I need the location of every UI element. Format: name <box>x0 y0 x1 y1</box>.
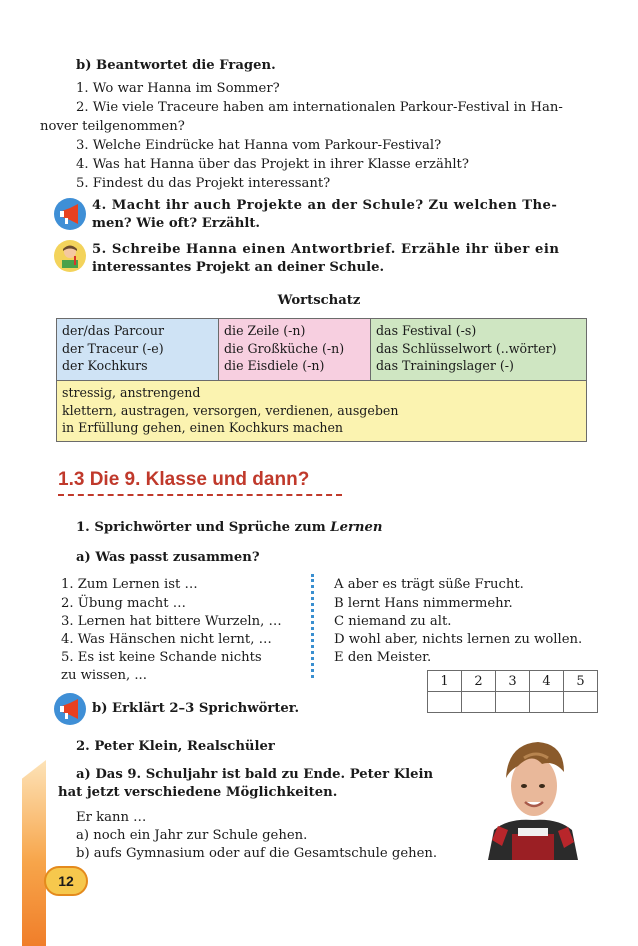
answer-header: 5 <box>564 671 598 692</box>
megaphone-icon <box>54 198 86 230</box>
task5-line2: interessantes Projekt an deiner Schule. <box>92 260 385 275</box>
vocab-item: das Schlüsselwort (..wörter) <box>376 340 557 356</box>
proverb-start-3: 3. Lernen hat bittere Wurzeln, … <box>61 614 282 629</box>
proverb-start-1: 1. Zum Lernen ist … <box>61 577 198 592</box>
vocab-item: das Festival (-s) <box>376 323 477 338</box>
vocab-col-feminine <box>218 318 371 381</box>
question-1: 1. Wo war Hanna im Sommer? <box>76 81 280 96</box>
writing-child-icon <box>54 240 86 272</box>
proverb-start-5: 5. Es ist keine Schande nichts <box>61 650 262 665</box>
vocab-other-words <box>56 380 587 442</box>
question-4: 4. Was hat Hanna über das Projekt in ihrer Klasse erzählt? <box>76 157 469 172</box>
answer-cell[interactable] <box>496 692 530 713</box>
part-b-heading: b) Beantwortet die Fragen. <box>76 58 276 73</box>
vocab-item: klettern, austragen, versorgen, verdienen, ausgeben <box>62 402 399 418</box>
task2-heading: 2. Peter Klein, Realschüler <box>76 739 275 754</box>
question-3: 3. Welche Eindrücke hat Hanna vom Parkour-Festival? <box>76 138 442 153</box>
task2-option-b: b) aufs Gymnasium oder auf die Gesamtschule gehen. <box>76 846 438 861</box>
answer-cell[interactable] <box>428 692 462 713</box>
proverb-start-2: 2. Übung macht … <box>61 596 186 611</box>
question-2: 2. Wie viele Traceure haben am internationalen Parkour-Festival in Han- <box>76 100 563 115</box>
wortschatz-title: Wortschatz <box>277 293 361 308</box>
answer-header: 2 <box>462 671 496 692</box>
megaphone-icon <box>54 693 86 725</box>
proverb-end-c: C niemand zu alt. <box>334 614 452 629</box>
task1-sub-a: a) Was passt zusammen? <box>76 550 260 565</box>
proverb-start-5-continued: zu wissen, ... <box>61 668 147 683</box>
task1-heading <box>76 518 382 537</box>
vocab-item: die Zeile (-n) <box>224 323 306 338</box>
proverb-end-b: B lernt Hans nimmermehr. <box>334 596 513 611</box>
task4-line2: men? Wie oft? Erzählt. <box>92 216 261 231</box>
page-edge-decoration <box>22 760 46 946</box>
proverb-end-e: E den Meister. <box>334 650 432 665</box>
vocab-item: in Erfüllung gehen, einen Kochkurs machen <box>62 420 344 436</box>
section-title: 1.3 Die 9. Klasse und dann? <box>58 469 310 490</box>
task1-heading-italic: Lernen <box>330 520 383 535</box>
vocab-item: der/das Parcour <box>62 323 165 338</box>
task2-option-a: a) noch ein Jahr zur Schule gehen. <box>76 828 308 843</box>
page-number: 12 <box>44 866 88 896</box>
task2-sub-a-line2: hat jetzt verschiedene Möglichkeiten. <box>58 785 338 800</box>
task2-sub-a-line1: a) Das 9. Schuljahr ist bald zu Ende. Peter Klein <box>76 767 434 782</box>
question-5: 5. Findest du das Projekt interessant? <box>76 176 331 191</box>
answer-cell[interactable] <box>564 692 598 713</box>
answer-cell[interactable] <box>530 692 564 713</box>
student-photo <box>478 730 588 860</box>
answer-header: 4 <box>530 671 564 692</box>
proverb-start-4: 4. Was Hänschen nicht lernt, … <box>61 632 272 647</box>
vocab-item: das Trainingslager (-) <box>376 358 514 374</box>
answer-grid <box>427 670 598 713</box>
task2-line: Er kann … <box>76 810 147 825</box>
answer-header: 1 <box>428 671 462 692</box>
task5-line1: 5. Schreibe Hanna einen Antwortbrief. Erzähle ihr über ein <box>92 242 560 257</box>
section-divider <box>58 494 342 496</box>
vocab-col-masculine <box>56 318 219 381</box>
question-2-continued: nover teilgenommen? <box>40 119 185 134</box>
vocab-item: die Eisdiele (-n) <box>224 358 325 374</box>
answer-header: 3 <box>496 671 530 692</box>
vocab-item: der Kochkurs <box>62 358 148 374</box>
proverb-end-d: D wohl aber, nichts lernen zu wollen. <box>334 632 583 647</box>
answer-cell[interactable] <box>462 692 496 713</box>
task1-heading-text: 1. Sprichwörter und Sprüche zum <box>76 520 331 535</box>
task1-sub-b: b) Erklärt 2–3 Sprichwörter. <box>92 701 300 716</box>
vocab-item: stressig, anstrengend <box>62 385 201 400</box>
vocab-col-neuter <box>370 318 587 381</box>
vocab-item: die Großküche (-n) <box>224 340 345 356</box>
column-divider <box>311 574 314 678</box>
task4-line1: 4. Macht ihr auch Projekte an der Schule? Zu welchen The- <box>92 198 558 213</box>
proverb-end-a: A aber es trägt süße Frucht. <box>334 577 524 592</box>
vocab-item: der Traceur (-e) <box>62 340 164 356</box>
